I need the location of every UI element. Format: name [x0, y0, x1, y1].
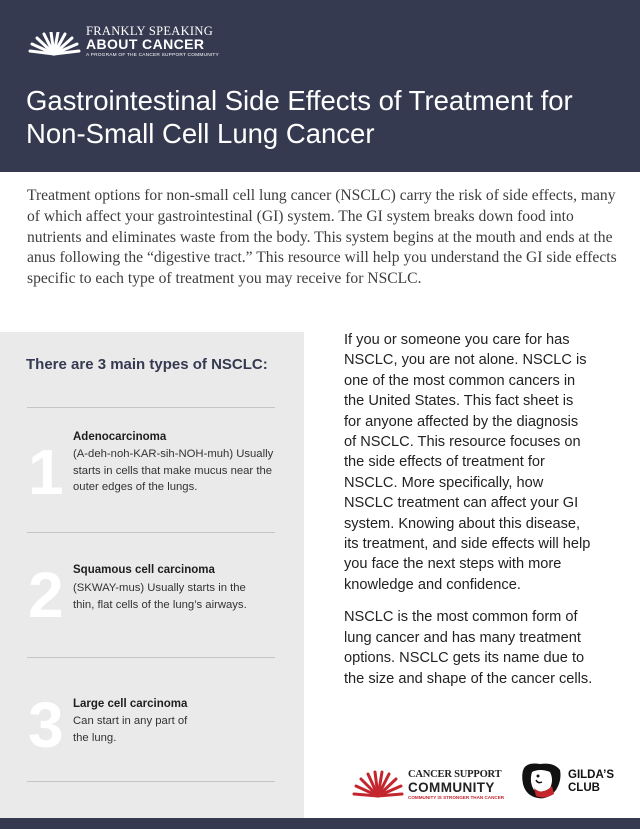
- type-description: Can start in any part of the lung.: [73, 715, 188, 744]
- divider: [27, 407, 275, 408]
- page-title: Gastrointestinal Side Effects of Treatment for Non-Small Cell Lung Cancer: [26, 85, 573, 149]
- gildas-club-name: GILDA’S CLUB: [568, 769, 615, 794]
- type-name: Adenocarcinoma: [73, 431, 167, 443]
- types-heading: There are 3 main types of NSCLC:: [26, 356, 268, 373]
- divider: [27, 781, 275, 782]
- main-column: [344, 330, 594, 689]
- intro-paragraph: Treatment options for non-small cell lung cancer (NSCLC) carry the risk of side effects, many of which affect your gastrointestinal (GI) system. The GI system breaks down food into nutrients and eliminates waste from the body. This system begins at the mouth and ends at the anus following the “digestive tract.” This resource will help you understand the GI side effects specific to each type of treatment you may receive for NSCLC.: [27, 187, 617, 288]
- sunburst-icon: [26, 32, 82, 56]
- sunburst-icon: [352, 770, 404, 798]
- gilda-portrait-icon: [518, 760, 564, 802]
- divider: [27, 532, 275, 533]
- csc-logo-line-2: COMMUNITY: [408, 780, 495, 795]
- type-number: 3: [28, 689, 64, 761]
- logo-line-1: FRANKLY SPEAKING: [86, 24, 214, 38]
- type-description: (A-deh-noh-KAR-sih-NOH-muh) Usually starts in cells that make mucus near the outer edges of the lungs.: [73, 448, 274, 494]
- type-name: Squamous cell carcinoma: [73, 564, 215, 576]
- type-name: Large cell carcinoma: [73, 698, 188, 710]
- footer-bar: [0, 818, 640, 829]
- body-paragraph: If you or someone you care for has NSCLC, you are not alone. NSCLC is one of the most common cancers in the United States. This fact sheet is for anyone affected by the diagnosis of NSCLC. This resource focuses on the side effects of treatment for NSCLC. More specifically, how NSCLC treatment can affect your GI system. Knowing about this disease, its treatment, and side effects will help you face the next steps with more knowledge and confidence.: [344, 332, 591, 593]
- logo-tagline: A PROGRAM OF THE CANCER SUPPORT COMMUNITY: [86, 53, 219, 58]
- csc-logo-line-1: CANCER SUPPORT: [408, 769, 502, 780]
- logo-line-2: ABOUT CANCER: [86, 36, 205, 52]
- gildas-club-logo: [518, 760, 618, 802]
- type-description: (SKWAY-mus) Usually starts in the thin, flat cells of the lung’s airways.: [73, 582, 247, 611]
- type-number: 1: [28, 436, 64, 508]
- frankly-speaking-logo: [26, 24, 226, 60]
- body-paragraph: NSCLC is the most common form of lung cancer and has many treatment options. NSCLC gets its name due to the size and shape of the cancer cells.: [344, 609, 593, 687]
- csc-logo-tagline: COMMUNITY IS STRONGER THAN CANCER: [408, 795, 505, 800]
- divider: [27, 657, 275, 658]
- type-number: 2: [28, 559, 64, 631]
- cancer-support-community-logo: [352, 766, 512, 802]
- header-banner: [0, 0, 640, 172]
